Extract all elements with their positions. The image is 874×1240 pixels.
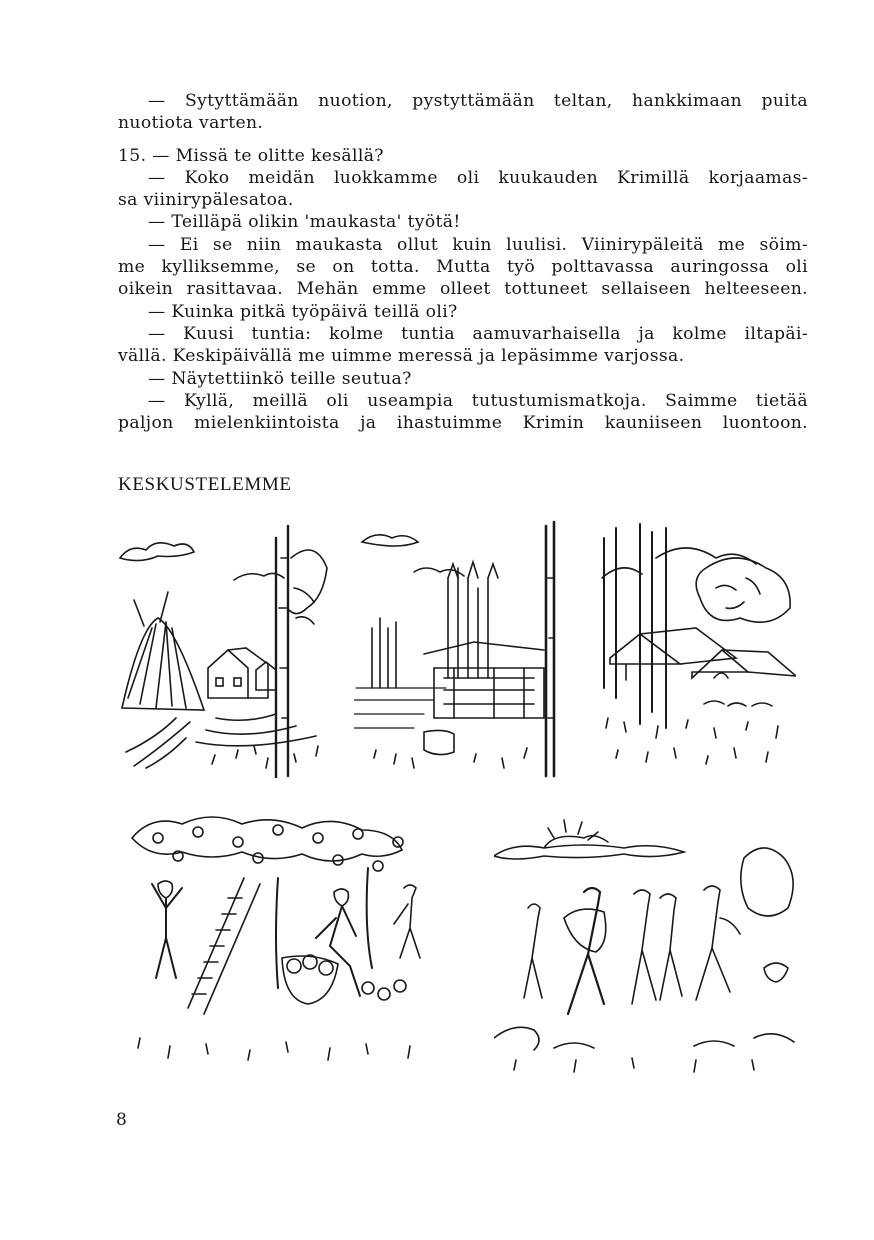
dialogue-line: — Ei se niin maukasta ollut kuin luulisi. Viinirypäleitä me söim- [148, 234, 808, 255]
hiking-group-icon [494, 808, 806, 1080]
orchard-harvest-icon [128, 808, 438, 1080]
section-heading: KESKUSTELEMME [118, 474, 292, 495]
dialogue-line: — Sytyttämään nuotion, pystyttämään teltan, hankkimaan puita [148, 91, 808, 111]
page-number: 8 [116, 1110, 127, 1130]
tent-camp-icon [596, 518, 796, 780]
question-text: — Missä te olitte kesällä? [152, 145, 384, 166]
dialogue-line [118, 145, 808, 167]
haystack-village-icon [116, 518, 330, 778]
exercise-number: 15. [118, 145, 147, 166]
dialogue-line: — Näytettiinkö teille seutua? [148, 368, 412, 389]
dialogue-line: — Kyllä, meillä oli useampia tutustumismatkoja. Saimme tietää [148, 390, 808, 411]
dialogue-line: nuotiota varten. [118, 113, 264, 134]
dialogue-line: — Kuusi tuntia: kolme tuntia aamuvarhaisella ja kolme iltapäi- [148, 323, 808, 344]
dialogue-line: — Koko meidän luokkamme oli kuukauden Krimillä korjaamas- [148, 167, 808, 188]
city-birch-icon [354, 518, 568, 780]
dialogue-line: — Kuinka pitkä työpäivä teillä oli? [148, 301, 458, 322]
dialogue-line: vällä. Keskipäivällä me uimme meressä ja lepäsimme varjossa. [118, 346, 685, 367]
dialogue-line: — Teilläpä olikin 'maukasta' työtä! [148, 212, 461, 233]
dialogue-line: me kylliksemme, se on totta. Mutta työ polttavassa auringossa oli [118, 257, 808, 278]
dialogue-line: oikein rasittavaa. Mehän emme olleet tottuneet sellaiseen helteeseen. [118, 279, 808, 300]
dialogue-line: sa viinirypälesatoa. [118, 190, 294, 211]
dialogue-line: paljon mielenkiintoista ja ihastuimme Krimin kauniiseen luontoon. [118, 413, 808, 434]
dialogue-text [118, 90, 808, 434]
